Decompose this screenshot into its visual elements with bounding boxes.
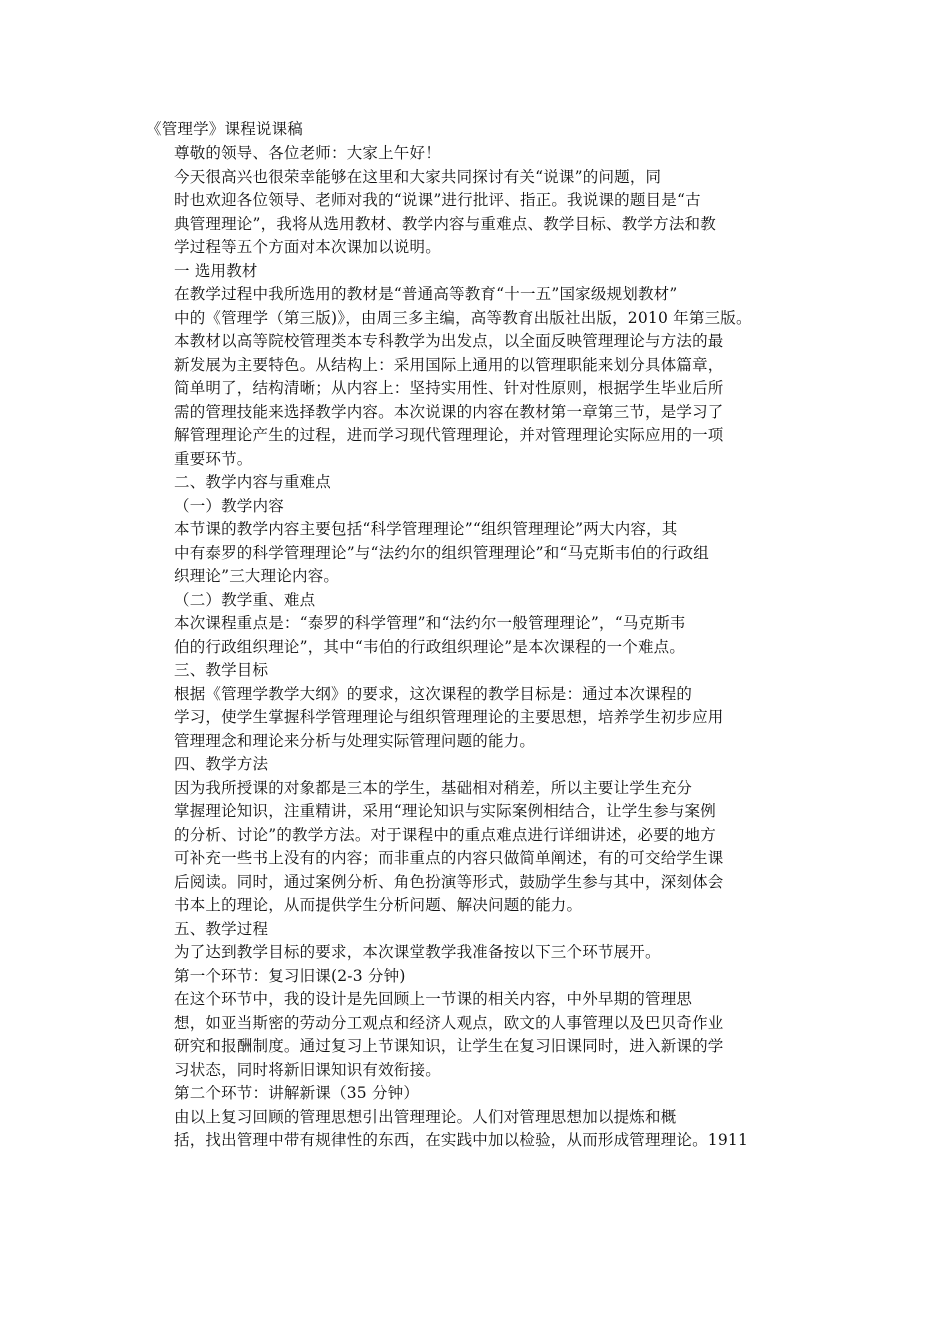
text-line: 本次课程重点是：“泰罗的科学管理”和“法约尔一般管理理论”，“马克斯韦	[174, 614, 686, 632]
text-line: 中的《管理学（第三版)》，由周三多主编，高等教育出版社出版，2010 年第三版。	[174, 309, 752, 327]
text-line: 在教学过程中我所选用的教材是“普通高等教育“十一五”国家级规划教材”	[174, 285, 678, 303]
text-line: 根据《管理学教学大纲》的要求，这次课程的教学目标是：通过本次课程的	[174, 685, 693, 703]
text-line: 织理论”三大理论内容。	[174, 567, 340, 585]
text-line: 在这个环节中，我的设计是先回顾上一节课的相关内容，中外早期的管理思	[174, 990, 693, 1008]
text-line: 需的管理技能来选择教学内容。本次说课的内容在教材第一章第三节，是学习了	[174, 403, 724, 421]
text-line: 四、教学方法	[174, 755, 269, 773]
text-line: 由以上复习回顾的管理思想引出管理理论。人们对管理思想加以提炼和概	[174, 1108, 677, 1126]
text-line: 书本上的理论，从而提供学生分析问题、解决问题的能力。	[174, 896, 583, 914]
text-line: 因为我所授课的对象都是三本的学生，基础相对稍差，所以主要让学生充分	[174, 779, 693, 797]
text-line: 时也欢迎各位领导、老师对我的“说课”进行批评、指正。我说课的题目是“古	[174, 191, 701, 209]
text-line: （一）教学内容	[174, 497, 284, 515]
text-line: 想，如亚当斯密的劳动分工观点和经济人观点，欧文的人事管理以及巴贝奇作业	[174, 1014, 724, 1032]
text-line: （二）教学重、难点	[174, 591, 316, 609]
text-line: 的分析、讨论”的教学方法。对于课程中的重点难点进行详细讲述，必要的地方	[174, 826, 716, 844]
text-line: 尊敬的领导、各位老师：大家上午好！	[174, 144, 441, 162]
text-line: 伯的行政组织理论”，其中“韦伯的行政组织理论”是本次课程的一个难点。	[174, 638, 686, 656]
text-line: 新发展为主要特色。从结构上：采用国际上通用的以管理职能来划分具体篇章，	[174, 356, 724, 374]
text-line: 中有泰罗的科学管理理论”与“法约尔的组织管理理论”和“马克斯韦伯的行政组	[174, 544, 709, 562]
text-line: 管理理念和理论来分析与处理实际管理问题的能力。	[174, 732, 536, 750]
text-line: 掌握理论知识，注重精讲，采用“理论知识与实际案例相结合，让学生参与案例	[174, 802, 716, 820]
text-line: 重要环节。	[174, 450, 253, 468]
text-line: 本教材以高等院校管理类本专科教学为出发点，以全面反映管理理论与方法的最	[174, 332, 724, 350]
text-line: 习状态，同时将新旧课知识有效衔接。	[174, 1061, 441, 1079]
text-line: 二、教学内容与重难点	[174, 473, 332, 491]
text-line: 五、教学过程	[174, 920, 269, 938]
text-line: 学过程等五个方面对本次课加以说明。	[174, 238, 441, 256]
text-line: 一 选用教材	[174, 262, 258, 280]
text-line: 解管理理论产生的过程，进而学习现代管理理论，并对管理理论实际应用的一项	[174, 426, 724, 444]
text-line: 第二个环节：讲解新课（35 分钟）	[174, 1084, 420, 1102]
text-line: 本节课的教学内容主要包括“科学管理理论”“组织管理理论”两大内容，其	[174, 520, 678, 538]
text-line: 三、教学目标	[174, 661, 269, 679]
text-line: 学习，使学生掌握科学管理理论与组织管理理论的主要思想，培养学生初步应用	[174, 708, 724, 726]
text-line: 后阅读。同时，通过案例分析、角色扮演等形式，鼓励学生参与其中，深刻体会	[174, 873, 724, 891]
text-line: 第一个环节：复习旧课(2-3 分钟)	[174, 967, 406, 985]
text-line: 可补充一些书上没有的内容；而非重点的内容只做简单阐述，有的可交给学生课	[174, 849, 724, 867]
text-line: 典管理理论”，我将从选用教材、教学内容与重难点、教学目标、教学方法和教	[174, 215, 716, 233]
text-line: 简单明了，结构清晰；从内容上：坚持实用性、针对性原则，根据学生毕业后所	[174, 379, 724, 397]
text-line: 今天很高兴也很荣幸能够在这里和大家共同探讨有关“说课”的问题，同	[174, 168, 662, 186]
text-line: 研究和报酬制度。通过复习上节课知识，让学生在复习旧课同时，进入新课的学	[174, 1037, 724, 1055]
document-title: 《管理学》课程说课稿	[146, 120, 304, 138]
text-line: 为了达到教学目标的要求，本次课堂教学我准备按以下三个环节展开。	[174, 943, 661, 961]
text-line: 括，找出管理中带有规律性的东西，在实践中加以检验，从而形成管理理论。1911	[174, 1131, 749, 1149]
